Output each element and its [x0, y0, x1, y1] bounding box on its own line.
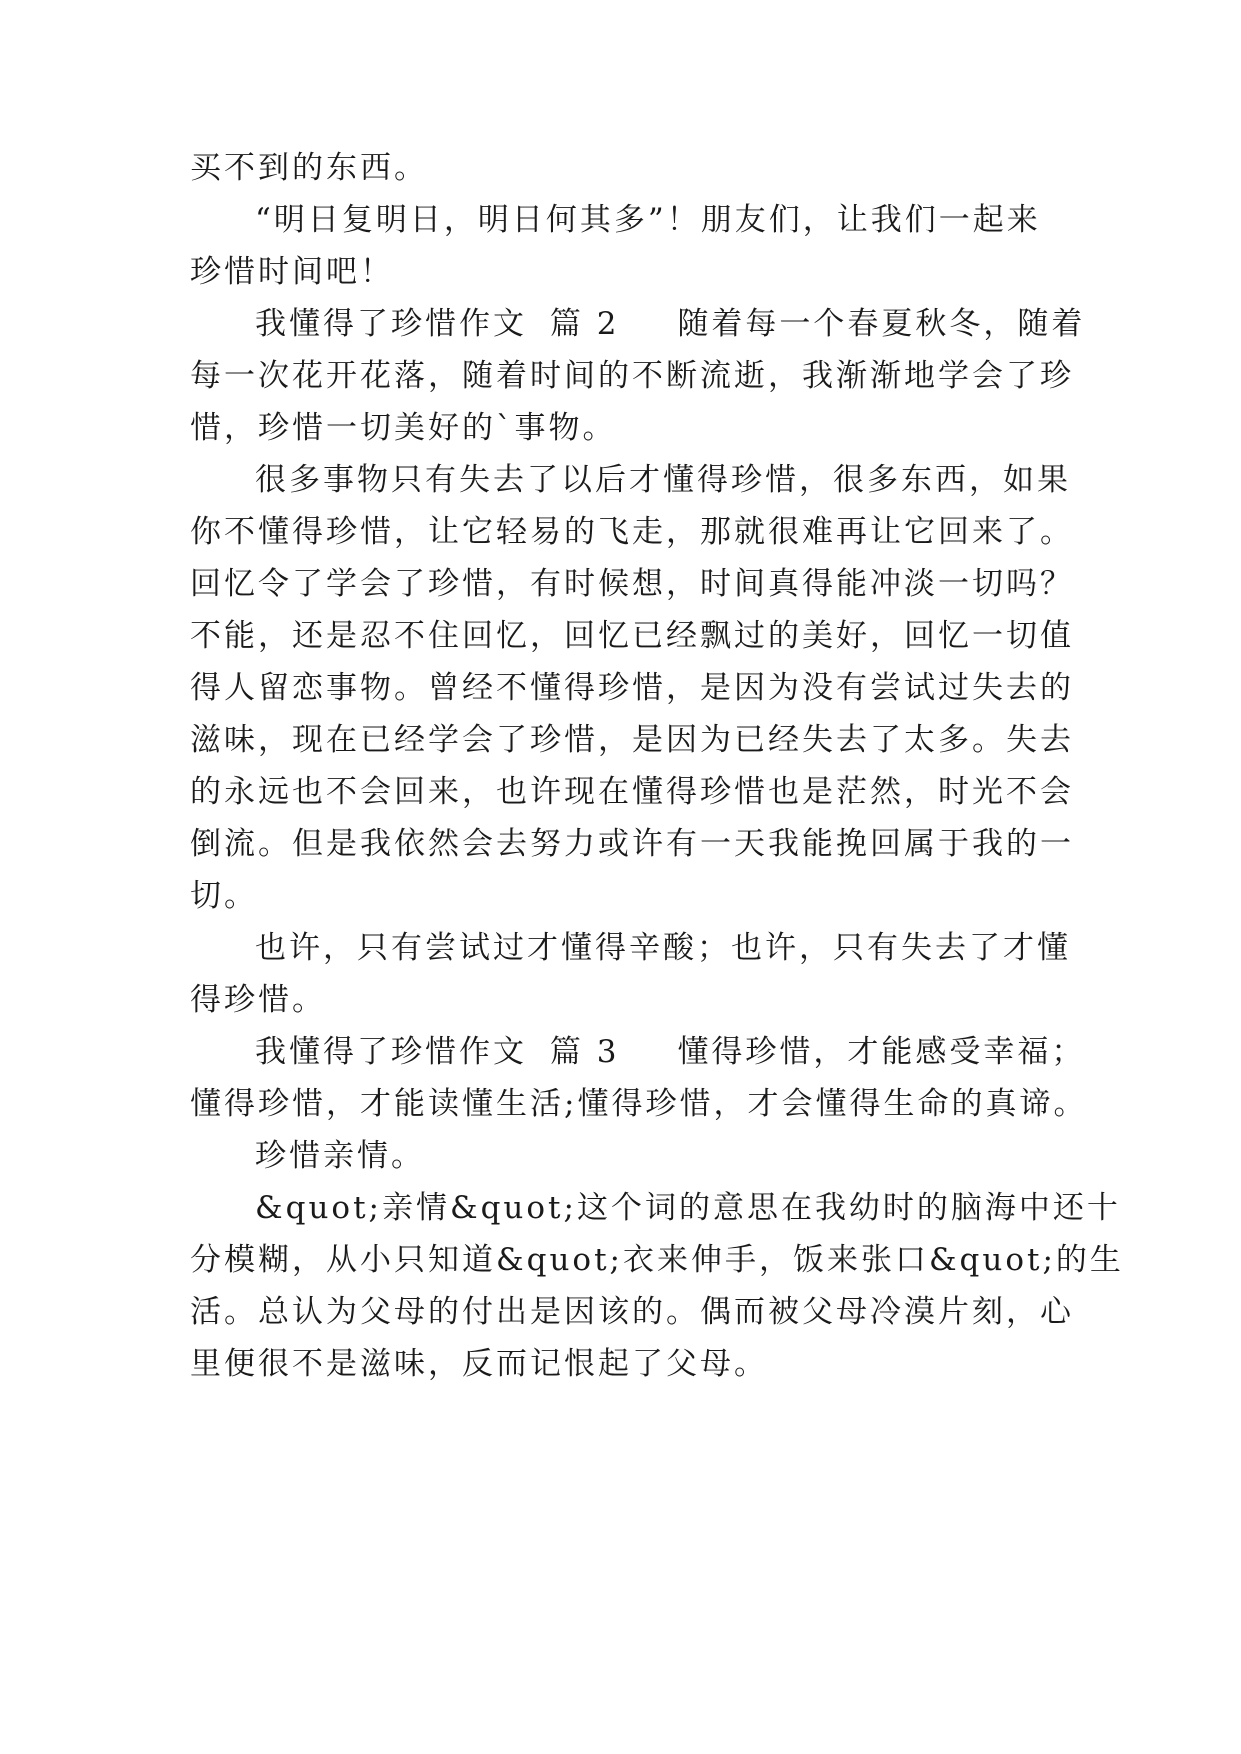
paragraph-line: 懂得珍惜，才能读懂生活;懂得珍惜，才会懂得生命的真谛。 [190, 1086, 1088, 1122]
paragraph-line: 你不懂得珍惜，让它轻易的飞走，那就很难再让它回来了。 [190, 514, 1074, 550]
paragraph-line: 切。 [190, 878, 258, 914]
section-title: 我懂得了珍惜作文 [255, 306, 527, 342]
paragraph-line: 买不到的东西。 [190, 150, 428, 186]
section-text: 懂得珍惜，才能感受幸福； [677, 1034, 1086, 1070]
section-text: 随着每一个春夏秋冬，随着 [677, 306, 1086, 342]
paragraph-line: 珍惜亲情。 [255, 1138, 425, 1174]
paragraph-line: 的永远也不会回来，也许现在懂得珍惜也是茫然，时光不会 [190, 774, 1074, 810]
paragraph-line: “明日复明日，明日何其多”！朋友们，让我们一起来 [255, 202, 1041, 238]
paragraph-line: 里便很不是滋味，反而记恨起了父母。 [190, 1346, 768, 1382]
section-heading-2 [255, 304, 1085, 344]
paragraph-line: 活。总认为父母的付出是因该的。偶而被父母冷漠片刻，心 [190, 1294, 1074, 1330]
section-heading-3 [255, 1032, 1085, 1072]
paragraph-line: 惜，珍惜一切美好的`事物。 [190, 410, 617, 446]
paragraph-line: &quot;亲情&quot;这个词的意思在我幼时的脑海中还十 [255, 1190, 1121, 1226]
paragraph-line: 得珍惜。 [190, 982, 326, 1018]
paragraph-line: 珍惜时间吧！ [190, 254, 394, 290]
paragraph-line: 也许，只有尝试过才懂得辛酸；也许，只有失去了才懂 [255, 930, 1071, 966]
paragraph-line: 每一次花开花落，随着时间的不断流逝，我渐渐地学会了珍 [190, 358, 1074, 394]
paragraph-line: 很多事物只有失去了以后才懂得珍惜，很多东西，如果 [255, 462, 1071, 498]
section-title: 我懂得了珍惜作文 [255, 1034, 527, 1070]
section-label: 篇 3 [549, 1034, 620, 1070]
paragraph-line: 分模糊，从小只知道&quot;衣来伸手，饭来张口&quot;的生 [190, 1242, 1124, 1278]
paragraph-line: 滋味，现在已经学会了珍惜，是因为已经失去了太多。失去 [190, 722, 1074, 758]
paragraph-line: 倒流。但是我依然会去努力或许有一天我能挽回属于我的一 [190, 826, 1074, 862]
paragraph-line: 回忆令了学会了珍惜，有时候想，时间真得能冲淡一切吗？ [190, 566, 1074, 602]
paragraph-line: 不能，还是忍不住回忆，回忆已经飘过的美好，回忆一切值 [190, 618, 1074, 654]
paragraph-line: 得人留恋事物。曾经不懂得珍惜，是因为没有尝试过失去的 [190, 670, 1074, 706]
section-label: 篇 2 [549, 306, 620, 342]
